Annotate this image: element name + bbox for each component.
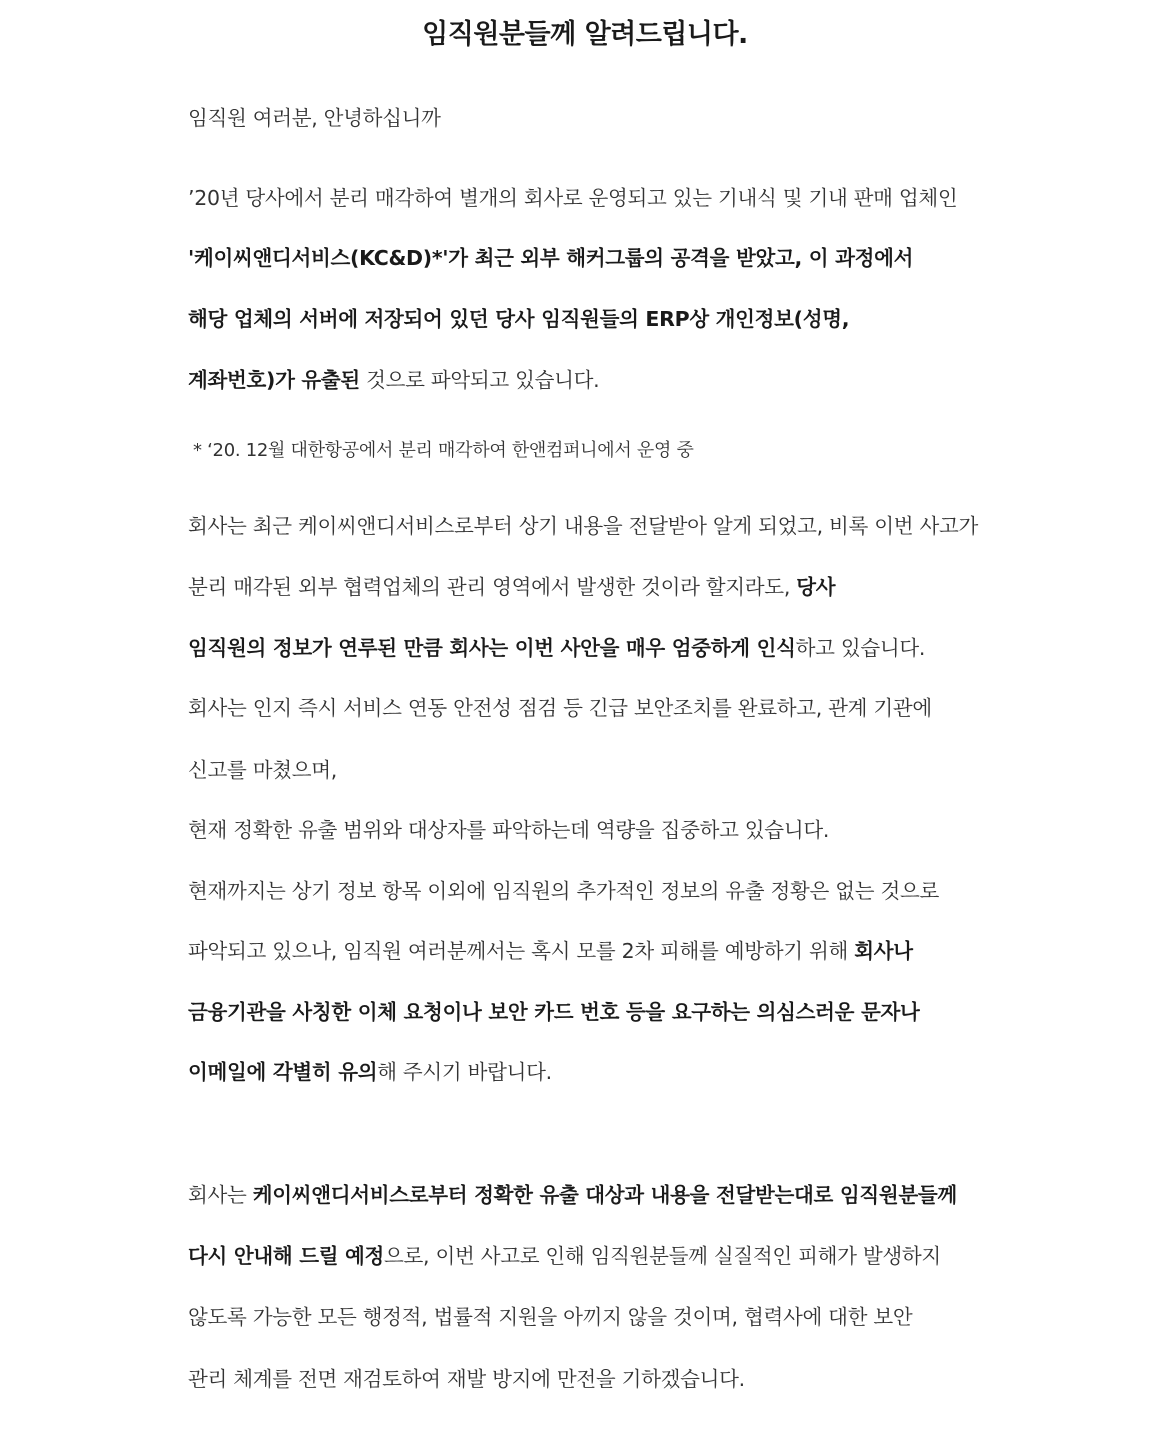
emphasis-text: 케이씨앤디서비스로부터 정확한 유출 대상과 내용을 전달받는대로 임직원분들께	[252, 1183, 957, 1207]
body-line	[188, 1303, 912, 1331]
text-segment: 해 주시기 바랍니다.	[377, 1060, 552, 1084]
text-segment: 하고 있습니다.	[795, 636, 926, 660]
text-segment: 현재 정확한 유출 범위와 대상자를 파악하는데 역량을 집중하고 있습니다.	[188, 818, 830, 842]
body-line	[188, 305, 849, 333]
text-segment: 분리 매각된 외부 협력업체의 관리 영역에서 발생한 것이라 할지라도,	[188, 575, 797, 599]
body-line	[188, 1058, 552, 1086]
body-line	[188, 366, 599, 394]
footnote-line	[193, 437, 694, 465]
body-line	[188, 877, 939, 905]
text-segment: 것으로 파악되고 있습니다.	[359, 368, 600, 392]
emphasis-text: '케이씨앤디서비스(KC&D)*'가 최근 외부 해커그룹의 공격을 받았고, 이 과정에서	[188, 246, 914, 270]
body-line	[188, 573, 835, 601]
body-line	[188, 756, 337, 784]
text-segment: 임직원 여러분, 안녕하십니까	[188, 106, 441, 130]
body-line	[188, 244, 913, 272]
page-title: 임직원분들께 알려드립니다.	[422, 19, 748, 50]
emphasis-text: 다시 안내해 드릴 예정	[188, 1244, 385, 1268]
body-line	[188, 512, 978, 540]
emphasis-text: 해당 업체의 서버에 저장되어 있던 당사 임직원들의 ERP상 개인정보(성명,	[188, 307, 850, 331]
text-segment: 으로, 이번 사고로 인해 임직원분들께 실질적인 피해가 발생하지	[384, 1244, 941, 1268]
text-segment: 않도록 가능한 모든 행정적, 법률적 지원을 아끼지 않을 것이며, 협력사에 대한 보안	[188, 1305, 913, 1329]
body-line	[188, 1365, 745, 1393]
body-line	[188, 184, 957, 212]
emphasis-text: 이메일에 각별히 유의	[188, 1060, 378, 1084]
body-line	[188, 694, 932, 722]
emphasis-text: 금융기관을 사칭한 이체 요청이나 보안 카드 번호 등을 요구하는 의심스러운 문자나	[188, 1000, 920, 1024]
text-segment: 신고를 마쳤으며,	[188, 758, 337, 782]
text-segment: 회사는	[188, 1183, 253, 1207]
body-line	[188, 1181, 957, 1209]
body-line	[188, 937, 913, 965]
text-segment: 현재까지는 상기 정보 항목 이외에 임직원의 추가적인 정보의 유출 정황은 없는 것으로	[188, 879, 939, 903]
body-line	[188, 816, 829, 844]
text-segment: 파악되고 있으나, 임직원 여러분께서는 혹시 모를 2차 피해를 예방하기 위해	[188, 939, 855, 963]
text-segment: 관리 체계를 전면 재검토하여 재발 방지에 만전을 기하겠습니다.	[188, 1367, 745, 1391]
text-segment: * ‘20. 12월 대한항공에서 분리 매각하여 한앤컴퍼니에서 운영 중	[193, 440, 694, 461]
emphasis-text: 임직원의 정보가 연루된 만큼 회사는 이번 사안을 매우 엄중하게 인식	[188, 636, 796, 660]
body-line	[188, 1242, 941, 1270]
greeting-line	[188, 104, 441, 132]
body-line	[188, 998, 919, 1026]
emphasis-text: 회사나	[854, 939, 913, 963]
emphasis-text: 당사	[796, 575, 836, 599]
body-line	[188, 634, 925, 662]
text-segment: 회사는 인지 즉시 서비스 연동 안전성 점검 등 긴급 보안조치를 완료하고, 관계 기관에	[188, 696, 932, 720]
text-segment: 회사는 최근 케이씨앤디서비스로부터 상기 내용을 전달받아 알게 되었고, 비록 이번 사고가	[188, 514, 978, 538]
emphasis-text: 계좌번호)가 유출된	[188, 368, 360, 392]
text-segment: ’20년 당사에서 분리 매각하여 별개의 회사로 운영되고 있는 기내식 및 기내 판매 업체인	[188, 186, 958, 210]
